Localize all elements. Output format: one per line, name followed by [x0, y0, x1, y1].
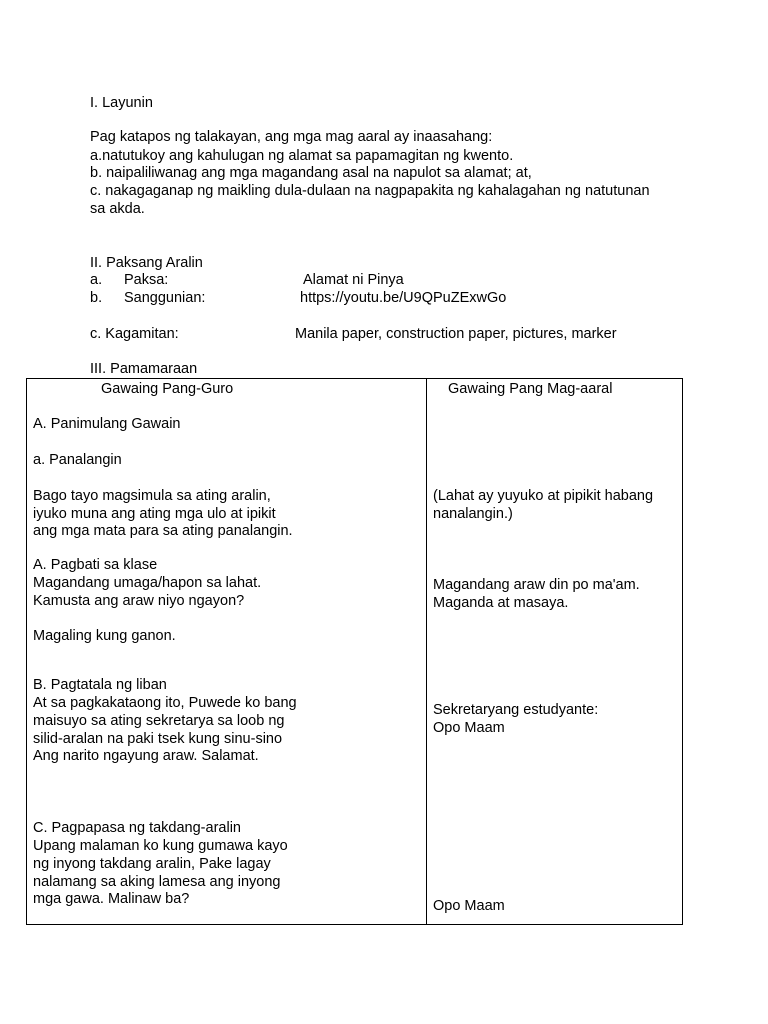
attendance-text-line: silid-aralan na paki tsek kung sinu-sino: [33, 731, 283, 747]
secretary-response-line: Opo Maam: [433, 720, 505, 736]
objective-item-c-cont: sa akda.: [90, 201, 145, 217]
reference-label: Sanggunian:: [124, 290, 206, 306]
prayer-text-line: Bago tayo magsimula sa ating aralin,: [33, 488, 271, 504]
procedure-table: [26, 378, 683, 925]
objective-item-a: a.natutukoy ang kahulugan ng alamat sa papamagitan ng kwento.: [90, 148, 514, 164]
homework-text-line: mga gawa. Malinaw ba?: [33, 891, 190, 907]
prayer-response-line: nanalangin.): [433, 506, 513, 522]
objectives-heading: I. Layunin: [90, 95, 153, 111]
materials-label: c. Kagamitan:: [90, 326, 179, 342]
homework-text-line: ng inyong takdang aralin, Pake lagay: [33, 856, 271, 872]
greeting-response-line: Magandang araw din po ma'am.: [433, 577, 640, 593]
topic-value: Alamat ni Pinya: [303, 272, 404, 288]
attendance-heading: B. Pagtatala ng liban: [33, 677, 167, 693]
materials-value: Manila paper, construction paper, pictures, marker: [295, 326, 617, 342]
greeting-response-line: Maganda at masaya.: [433, 595, 569, 611]
homework-heading: C. Pagpapasa ng takdang-aralin: [33, 820, 241, 836]
greeting-text-line: Magandang umaga/hapon sa lahat.: [33, 575, 262, 591]
prayer-text-line: iyuko muna ang ating mga ulo at ipikit: [33, 506, 276, 522]
subject-matter-heading: II. Paksang Aralin: [90, 255, 203, 271]
reference-marker: b.: [90, 290, 103, 306]
reference-link[interactable]: https://youtu.be/U9QPuZExwGo: [300, 290, 507, 306]
objective-item-b: b. naipaliliwanag ang mga magandang asal na napulot sa alamat; at,: [90, 165, 532, 181]
prayer-text-line: ang mga mata para sa ating panalangin.: [33, 523, 293, 539]
topic-label: Paksa:: [124, 272, 169, 288]
attendance-text-line: At sa pagkakataong ito, Puwede ko bang: [33, 695, 297, 711]
objective-item-c: c. nakagaganap ng maikling dula-dulaan na nagpapakita ng kahalagahan ng natutunan: [90, 183, 650, 199]
prayer-response-line: (Lahat ay yuyuko at pipikit habang: [433, 488, 654, 504]
greeting-reply: Magaling kung ganon.: [33, 628, 176, 644]
teacher-column-header: Gawaing Pang-Guro: [101, 381, 234, 397]
objectives-intro: Pag katapos ng talakayan, ang mga mag aaral ay inaasahang:: [90, 129, 493, 145]
topic-marker: a.: [90, 272, 103, 288]
homework-text-line: nalamang sa aking lamesa ang inyong: [33, 874, 281, 890]
attendance-text-line: Ang narito ngayung araw. Salamat.: [33, 748, 259, 764]
procedure-heading: III. Pamamaraan: [90, 361, 198, 377]
homework-response: Opo Maam: [433, 898, 505, 914]
attendance-text-line: maisuyo sa ating sekretarya sa loob ng: [33, 713, 285, 729]
secretary-response-line: Sekretaryang estudyante:: [433, 702, 599, 718]
greeting-text-line: Kamusta ang araw niyo ngayon?: [33, 593, 245, 609]
homework-text-line: Upang malaman ko kung gumawa kayo: [33, 838, 288, 854]
greeting-heading: A. Pagbati sa klase: [33, 557, 158, 573]
column-divider: [426, 379, 427, 924]
preliminary-activity-heading: A. Panimulang Gawain: [33, 416, 181, 432]
prayer-heading: a. Panalangin: [33, 452, 122, 468]
student-column-header: Gawaing Pang Mag-aaral: [448, 381, 613, 397]
